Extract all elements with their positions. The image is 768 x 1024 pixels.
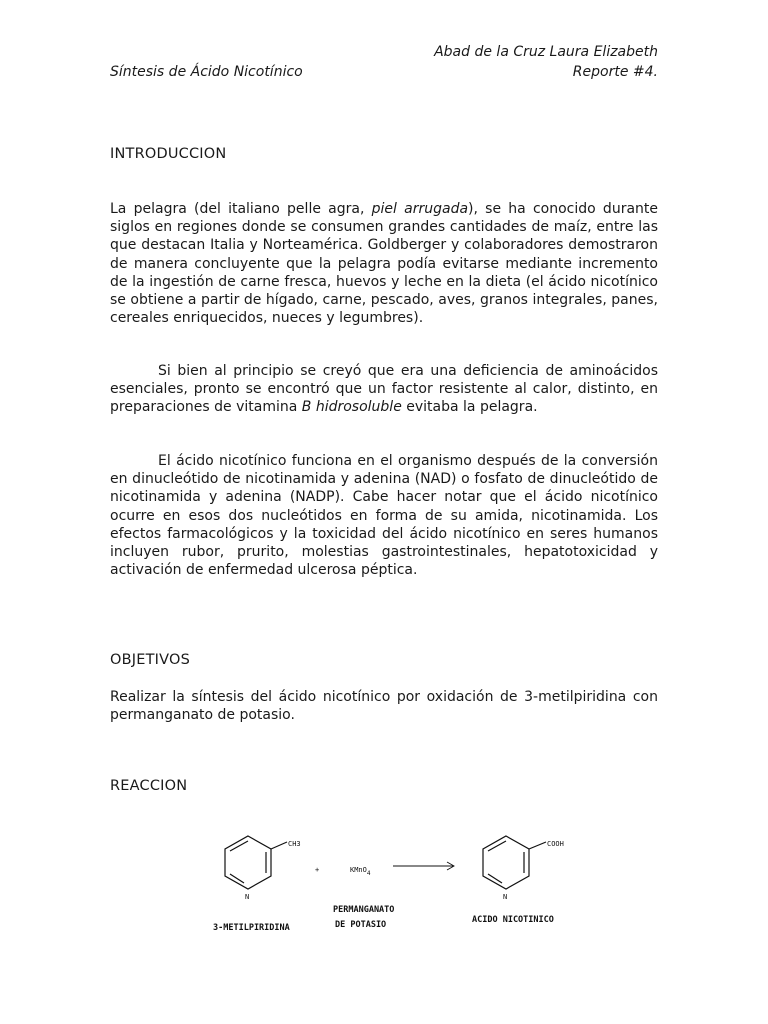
- introduction-paragraph-3: El ácido nicotínico funciona en el organismo después de la conversión en dinucleótido de nicotinamida y adenina (NAD) o fosfato de dinucleótido de nicotinamida y adenina (NADP). Cabe hacer notar que el ácido nicotínico ocurre en esos dos nucleótidos en forma de su amida, nicotinamida. Los efectos farmacológicos y la toxicidad del ácido nicotínico en seres humanos incluyen rubor, prurito, molestias gastrointestinales, hepatotoxicidad y activación de enfermedad ulcerosa péptica.: [110, 453, 658, 579]
- reagent-name-line1: PERMANGANATO: [333, 905, 395, 915]
- plus-sign: +: [315, 866, 320, 874]
- introduction-heading: INTRODUCCION: [110, 146, 227, 162]
- reagent-formula: KMnO4: [350, 866, 371, 877]
- introduction-paragraph-2: [110, 362, 658, 417]
- objectives-heading: OBJETIVOS: [110, 652, 191, 668]
- p1-text-b: ), se ha conocido durante siglos en regiones donde se consumen grandes cantidades de maíz, entre las que destacan Italia y Norteamérica. Goldberger y colaboradores demostraron de manera concluyente que la pelagra podía evitarse mediante incremento de la ingestión de carne fresca, huevos y leche en la dieta (el ácido nicotínico se obtiene a partir de hígado, carne, pescado, aves, granos integrales, panes, cereales enriquecidos, nueces y legumbres).: [110, 201, 659, 327]
- reactant-nitrogen-label: N: [245, 893, 250, 901]
- product-name: ACIDO NICOTINICO: [472, 915, 554, 925]
- header-author: Abad de la Cruz Laura Elizabeth: [434, 44, 658, 60]
- reactant-substituent-label: CH3: [288, 840, 301, 848]
- header-title: Síntesis de Ácido Nicotínico: [110, 64, 303, 80]
- reaction-scheme: [205, 832, 585, 942]
- p2-italic-text: B hidrosoluble: [301, 399, 402, 416]
- reagent-name-line2: DE POTASIO: [335, 920, 387, 930]
- reactant-name: 3-METILPIRIDINA: [213, 923, 290, 933]
- reaction-heading: REACCION: [110, 778, 188, 794]
- p1-text-a: La pelagra (del italiano pelle agra,: [110, 201, 372, 217]
- product-substituent-label: COOH: [547, 840, 564, 848]
- p2-text-a: Si bien al principio se creyó que era una deficiencia de aminoácidos esenciales, pronto se encontró que un factor resistente al calor, distinto, en preparaciones de vitamina: [110, 363, 658, 416]
- header-report-number: Reporte #4.: [572, 64, 658, 80]
- p2-text-b: evitaba la pelagra.: [401, 399, 538, 416]
- p1-italic-text: piel arrugada: [371, 201, 469, 217]
- reaction-arrow: [393, 862, 454, 870]
- introduction-paragraph-1: [110, 200, 658, 327]
- objectives-paragraph: Realizar la síntesis del ácido nicotínico por oxidación de 3-metilpiridina con permanganato de potasio.: [110, 689, 658, 724]
- reactant-pyridine-ring: [225, 836, 287, 889]
- product-pyridine-ring: [483, 836, 546, 889]
- product-nitrogen-label: N: [503, 893, 508, 901]
